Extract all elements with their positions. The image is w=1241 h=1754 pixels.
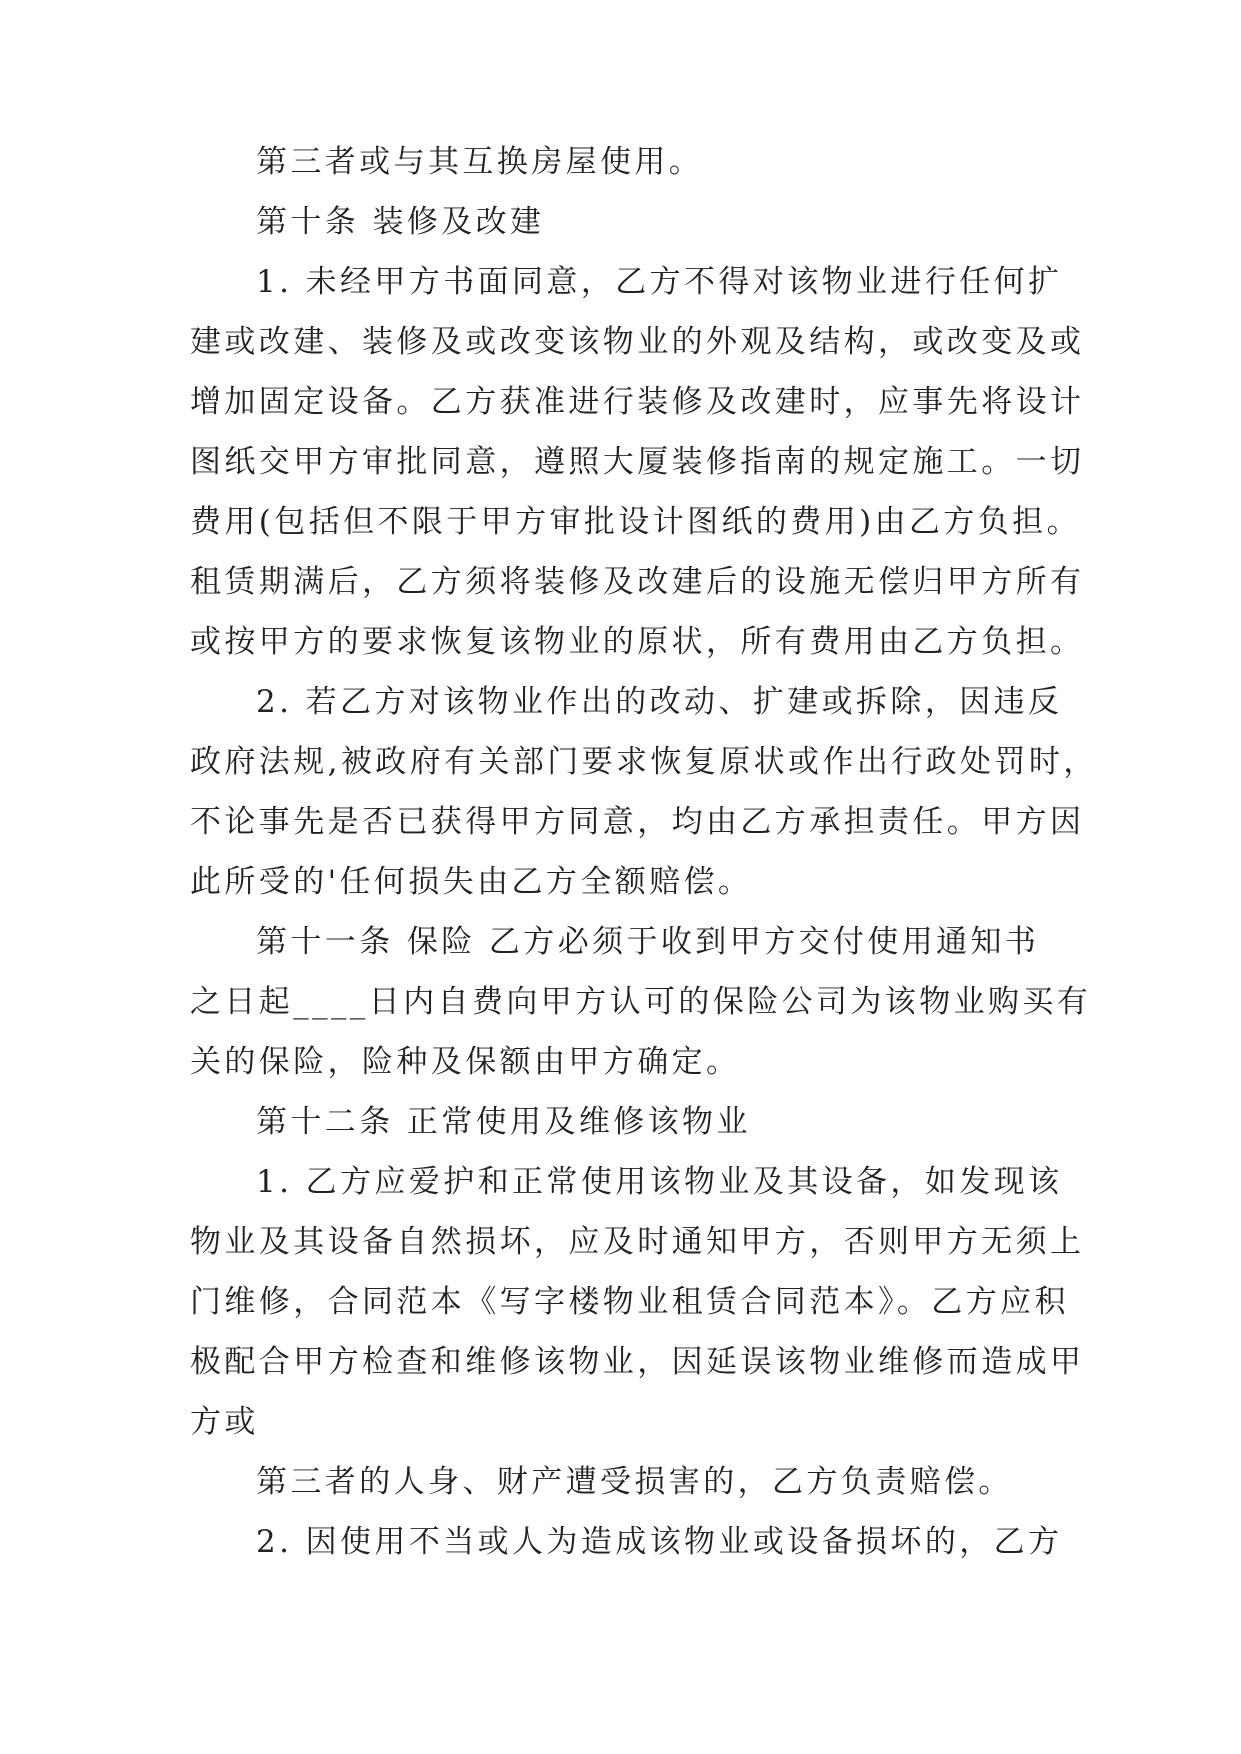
text-line: 第三者的人身、财产遭受损害的，乙方负责赔偿。 (256, 1464, 1013, 1500)
text-line: 门维修，合同范本《写字楼物业租赁合同范本》。乙方应积 (190, 1284, 1069, 1320)
text-line: 不论事先是否已获得甲方同意，均由乙方承担责任。甲方因 (190, 804, 1085, 840)
section-heading: 第十条 装修及改建 (256, 204, 545, 240)
text-line: 或按甲方的要求恢复该物业的原状，所有费用由乙方负担。 (190, 624, 1085, 660)
text-line: 2. 因使用不当或人为造成该物业或设备损坏的，乙方 (256, 1524, 1063, 1560)
text-line: 第三者或与其互换房屋使用。 (256, 144, 704, 180)
text-line: 政府法规,被政府有关部门要求恢复原状或作出行政处罚时， (190, 744, 1098, 780)
text-line: 方或 (190, 1404, 259, 1440)
text-line: 之日起____日内自费向甲方认可的保险公司为该物业购买有 (190, 984, 1092, 1020)
text-line: 增加固定设备。乙方获准进行装修及改建时，应事先将设计 (190, 384, 1085, 420)
text-line: 建或改建、装修及或改变该物业的外观及结构，或改变及或 (190, 324, 1085, 360)
text-line: 极配合甲方检查和维修该物业，因延误该物业维修而造成甲 (190, 1344, 1085, 1380)
text-line: 此所受的'任何损失由乙方全额赔偿。 (190, 864, 753, 900)
text-line: 费用(包括但不限于甲方审批设计图纸的费用)由乙方负担。 (190, 504, 1081, 540)
section-heading: 第十二条 正常使用及维修该物业 (256, 1104, 751, 1140)
section-heading: 第十一条 保险 乙方必须于收到甲方交付使用通知书 (256, 924, 1040, 960)
text-line: 关的保险，险种及保额由甲方确定。 (190, 1044, 741, 1080)
text-line: 租赁期满后，乙方须将装修及改建后的设施无偿归甲方所有 (190, 564, 1085, 600)
text-line: 2. 若乙方对该物业作出的改动、扩建或拆除，因违反 (256, 684, 1063, 720)
text-line: 1. 未经甲方书面同意，乙方不得对该物业进行任何扩 (256, 264, 1063, 300)
text-line: 图纸交甲方审批同意，遵照大厦装修指南的规定施工。一切 (190, 444, 1085, 480)
text-line: 物业及其设备自然损坏，应及时通知甲方，否则甲方无须上 (190, 1224, 1085, 1260)
text-line: 1. 乙方应爱护和正常使用该物业及其设备，如发现该 (256, 1164, 1063, 1200)
